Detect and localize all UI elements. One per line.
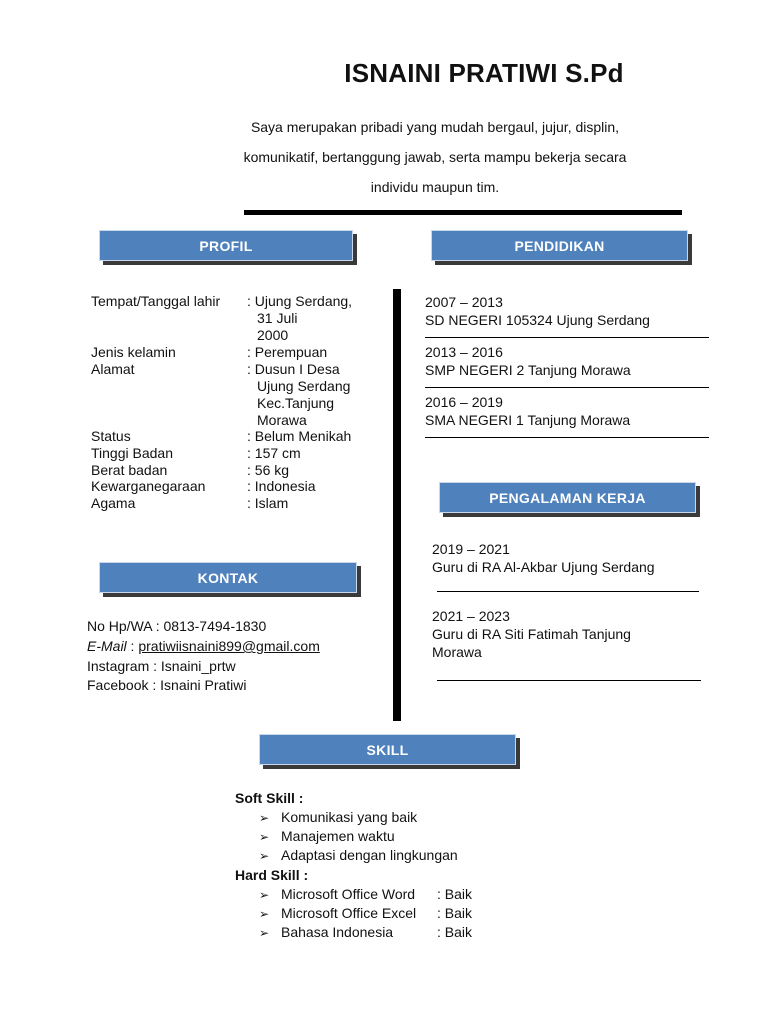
education-entry xyxy=(425,343,631,379)
column-divider xyxy=(393,289,401,721)
arrow-bullet-icon: ➢ xyxy=(259,849,270,863)
soft-skill-title: Soft Skill : xyxy=(235,790,304,806)
arrow-bullet-icon: ➢ xyxy=(259,926,270,940)
facebook-name: Facebook : Isnaini Pratiwi xyxy=(87,677,247,693)
education-school: SMP NEGERI 2 Tanjung Morawa xyxy=(425,362,631,378)
arrow-bullet-icon: ➢ xyxy=(259,811,270,825)
candidate-name: ISNAINI PRATIWI S.Pd xyxy=(344,58,624,88)
weight-label: Berat badan xyxy=(91,462,168,478)
soft-skill-item xyxy=(259,809,417,825)
skill-level: : Baik xyxy=(437,924,473,940)
profile-summary xyxy=(200,112,670,202)
address-value-line: Morawa xyxy=(257,412,307,428)
hard-skill-title: Hard Skill : xyxy=(235,867,309,883)
skill-name: Microsoft Office Excel xyxy=(281,905,417,921)
entry-divider xyxy=(437,591,699,592)
hard-skill-item xyxy=(259,924,473,940)
section-header-pengalaman-kerja: PENGALAMAN KERJA xyxy=(439,482,696,513)
height-label: Tinggi Badan xyxy=(91,445,173,461)
summary-line: individu maupun tim. xyxy=(370,179,500,195)
education-years: 2007 – 2013 xyxy=(425,294,503,310)
email-row xyxy=(87,636,320,656)
experience-years: 2021 – 2023 xyxy=(432,608,510,624)
education-years: 2013 – 2016 xyxy=(425,344,503,360)
status-value: : Belum Menikah xyxy=(247,428,352,444)
summary-line: komunikatif, bertanggung jawab, serta mampu bekerja secara xyxy=(243,149,627,165)
religion-value: : Islam xyxy=(247,495,289,511)
weight-value: : 56 kg xyxy=(247,462,290,478)
experience-entry xyxy=(432,540,655,576)
instagram-handle: Instagram : Isnaini_prtw xyxy=(87,658,236,674)
email-link[interactable]: pratiwiisnaini899@gmail.com xyxy=(138,638,320,654)
nationality-value: : Indonesia xyxy=(247,478,316,494)
email-separator: : xyxy=(126,638,139,654)
arrow-bullet-icon: ➢ xyxy=(259,888,270,902)
section-header-kontak: KONTAK xyxy=(99,562,357,593)
education-school: SD NEGERI 105324 Ujung Serdang xyxy=(425,312,650,328)
soft-skill-item xyxy=(259,847,458,863)
birth-label: Tempat/Tanggal lahir xyxy=(91,293,221,309)
experience-job: Morawa xyxy=(432,644,482,660)
section-header-profil: PROFIL xyxy=(99,230,353,261)
address-label: Alamat xyxy=(91,361,135,377)
entry-divider xyxy=(425,437,709,438)
education-entry xyxy=(425,393,630,429)
email-label: E-Mail xyxy=(87,638,127,654)
education-years: 2016 – 2019 xyxy=(425,394,503,410)
address-value-line: Kec.Tanjung xyxy=(257,395,335,411)
skill-level: : Baik xyxy=(437,905,473,921)
arrow-bullet-icon: ➢ xyxy=(259,830,270,844)
skill-name: Manajemen waktu xyxy=(281,828,395,844)
nationality-label: Kewarganegaraan xyxy=(91,478,206,494)
address-value-line: Ujung Serdang xyxy=(257,378,351,394)
birth-value-line: 31 Juli xyxy=(257,310,298,326)
skill-name: Microsoft Office Word xyxy=(281,886,416,902)
soft-skill-item xyxy=(259,828,395,844)
skill-name: Adaptasi dengan lingkungan xyxy=(281,847,458,863)
skill-level: : Baik xyxy=(437,886,473,902)
hard-skill-item xyxy=(259,886,473,902)
header-divider xyxy=(244,210,682,215)
experience-years: 2019 – 2021 xyxy=(432,541,510,557)
height-value: : 157 cm xyxy=(247,445,301,461)
arrow-bullet-icon: ➢ xyxy=(259,907,270,921)
section-header-skill: SKILL xyxy=(259,734,516,765)
entry-divider xyxy=(425,387,709,388)
birth-value-line: 2000 xyxy=(257,327,289,343)
skill-name: Bahasa Indonesia xyxy=(281,924,394,940)
summary-line: Saya merupakan pribadi yang mudah bergaul, jujur, displin, xyxy=(250,119,620,135)
address-value xyxy=(247,361,350,429)
birth-value-line: : Ujung Serdang, xyxy=(247,293,353,309)
education-entry xyxy=(425,293,650,329)
entry-divider xyxy=(437,680,701,681)
education-school: SMA NEGERI 1 Tanjung Morawa xyxy=(425,412,631,428)
entry-divider xyxy=(425,337,709,338)
experience-job: Guru di RA Siti Fatimah Tanjung xyxy=(432,626,631,642)
experience-job: Guru di RA Al-Akbar Ujung Serdang xyxy=(432,559,655,575)
hard-skill-item xyxy=(259,905,473,921)
experience-entry xyxy=(432,607,631,661)
gender-value: : Perempuan xyxy=(247,344,328,360)
skill-name: Komunikasi yang baik xyxy=(281,809,418,825)
birth-value xyxy=(247,293,352,344)
religion-label: Agama xyxy=(91,495,136,511)
section-header-pendidikan: PENDIDIKAN xyxy=(431,230,688,261)
phone-number: No Hp/WA : 0813-7494-1830 xyxy=(87,618,267,634)
status-label: Status xyxy=(91,428,131,444)
gender-label: Jenis kelamin xyxy=(91,344,176,360)
address-value-line: : Dusun I Desa xyxy=(247,361,340,377)
